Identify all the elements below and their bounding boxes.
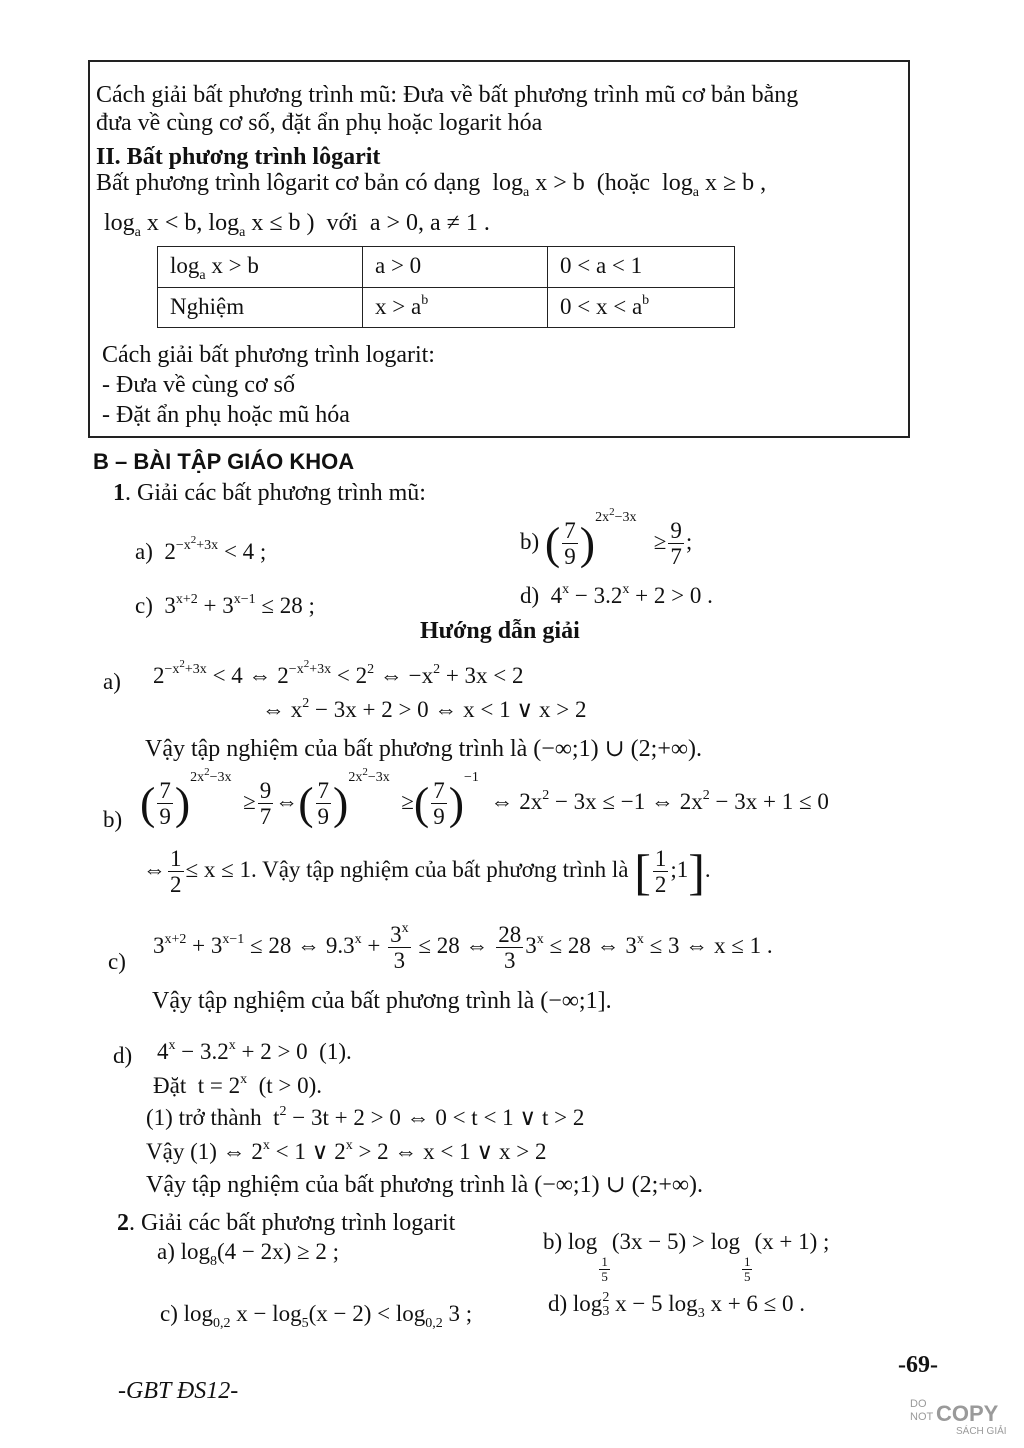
- page-number: -69-: [898, 1352, 938, 1378]
- exercise-2d: d) log 2 3 x − 5 $\log_3 x + 6 \le 0$ .: [548, 1290, 806, 1321]
- do-not-copy-stamp: DO NOT COPY SÁCH GIẢI: [910, 1398, 1007, 1437]
- box-line-2: đưa về cùng cơ số, đặt ẩn phụ hoặc logarit hóa: [96, 110, 543, 136]
- solution-c-label: c): [108, 949, 126, 974]
- exercise-1b: b) ( $\frac{7}{9}$ )$^{2x^2-3x}$ ≥ $\frac{9}{7}$ ;: [520, 506, 693, 570]
- method-item-2: - Đặt ẩn phụ hoặc mũ hóa: [102, 402, 350, 428]
- solution-a-line-1: $2^{-x^2+3x} < 4$ ⇔ $2^{-x^2+3x} < 2^2$ ⇔ $-x^2 + 3x < 2$: [153, 658, 524, 688]
- exercise-1-title: 1. Giải các bất phương trình mũ:: [113, 480, 426, 506]
- table-cell: $x > a^b$: [363, 287, 548, 328]
- exercise-2a: a) $\log_8(4 - 2x) \ge 2$ ;: [157, 1239, 340, 1269]
- method-item-1: - Đưa về cùng cơ số: [102, 372, 295, 398]
- definition-line-2: [104, 208, 490, 238]
- guide-title: Hướng dẫn giải: [420, 618, 580, 644]
- section-b-heading: B – BÀI TẬP GIÁO KHOA: [93, 449, 355, 474]
- box-line-1: Cách giải bất phương trình mũ: Đưa về bất phương trình mũ cơ bản bằng: [96, 82, 799, 108]
- solution-table: [157, 246, 735, 328]
- definition-math: $\log_a x > b$: [486, 170, 591, 200]
- exercise-1d: d) $4^x - 3.2^x + 2 > 0$ .: [520, 582, 713, 608]
- solution-d-line-1: $4^x - 3.2^x + 2 > 0$ (1).: [157, 1038, 352, 1064]
- method-title: Cách giải bất phương trình logarit:: [102, 342, 435, 368]
- definition-text: Bất phương trình lôgarit cơ bản có dạng: [96, 170, 481, 196]
- solution-d-label: d): [113, 1043, 133, 1068]
- definition-condition: a > 0, a ≠ 1 .: [363, 210, 490, 236]
- exercise-2b: b) log $\frac{1}{5}$ (3x − 5) > log $\frac{1}{5}$ (x + 1) ;: [543, 1229, 830, 1285]
- solution-d-line-2: Đặt $t = 2^x$ (t > 0).: [153, 1072, 323, 1098]
- solution-b-line-2: ⇔ $\frac{1}{2}$ ≤ x ≤ 1. Vậy tập nghiệm của bất phương trình là [ $\frac{1}{2}$ ;1].: [143, 843, 711, 900]
- exercise-2-title: 2. Giải các bất phương trình logarit: [117, 1210, 456, 1236]
- exercise-1c: c) $3^{x+2} + 3^{x-1} \le 28$ ;: [135, 592, 315, 618]
- solution-a-line-2: ⇔ $x^2 - 3x + 2 > 0$ ⇔ x < 1 ∨ x > 2: [262, 696, 587, 722]
- table-cell: $0 < x < a^b$: [548, 287, 735, 328]
- solution-d-line-4: Vậy (1) ⇔ $2^x < 1$ ∨ $2^x > 2$ ⇔ x < 1 ∨ x > 2: [146, 1138, 547, 1164]
- book-code: -GBT ĐS12-: [118, 1378, 239, 1404]
- definition-or: (hoặc: [596, 170, 651, 196]
- table-cell: Nghiệm: [158, 287, 363, 328]
- table-cell: $\log_a x > b$: [158, 247, 363, 288]
- solution-b-line-1: ( $\frac{7}{9}$ )$^{2x^2-3x}$ ≥ $\frac{9}{7}$ ⇔( $\frac{7}{9}$ )$^{2x^2-3x}$ ≥( $\frac{7}{9}$ )$^{-1}$ ⇔ $2x^2 - 3x \le -1$ ⇔ $2x^2 - 3x + 1 \le 0$: [140, 766, 829, 830]
- definition-with: với: [326, 210, 358, 236]
- exercise-1a: a) $2^{-x^2+3x} < 4$ ;: [135, 534, 267, 564]
- table-cell: a > 0: [363, 247, 548, 288]
- solution-c-line-1: $3^{x+2} + 3^{x-1} \le 28$ ⇔ $9.3^x$ + $\frac{3^x}{3}$ ≤ 28 ⇔ $\frac{28}{3}$ $3^x \le 28$ ⇔ $3^x \le 3$ ⇔ x ≤ 1 .: [153, 921, 773, 974]
- solution-b-label: b): [103, 807, 123, 832]
- table-cell: 0 < a < 1: [548, 247, 735, 288]
- solution-c-conclusion: Vậy tập nghiệm của bất phương trình là (−∞;1].: [152, 988, 612, 1014]
- solution-d-line-3: (1) trở thành $t^2 - 3t + 2 > 0$ ⇔ 0 < t < 1 ∨ t > 2: [146, 1104, 585, 1130]
- exercise-2c: c) $\log_{0,2} x - \log_5(x - 2) < \log_{0,2} 3$ ;: [160, 1301, 473, 1331]
- table-row: [158, 287, 735, 328]
- solution-d-conclusion: Vậy tập nghiệm của bất phương trình là (−∞;1) ∪ (2;+∞).: [146, 1172, 703, 1198]
- solution-a-conclusion: Vậy tập nghiệm của bất phương trình là (−∞;1) ∪ (2;+∞).: [145, 736, 702, 762]
- definition-line: [96, 168, 766, 198]
- definition-math-3: $\log_a x < b$, $\log_a x \le b$ ): [104, 210, 321, 240]
- definition-math-2: $\log_a x \ge b$ ,: [656, 170, 767, 200]
- solution-a-label: a): [103, 669, 121, 694]
- table-row: [158, 247, 735, 288]
- section-title-logarit: II. Bất phương trình lôgarit: [96, 144, 381, 170]
